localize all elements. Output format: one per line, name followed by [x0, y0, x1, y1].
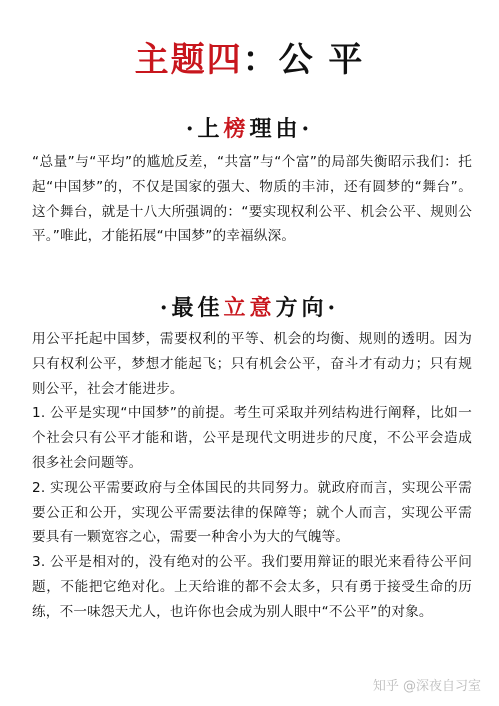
heading-reason-suffix: 理由· [249, 116, 314, 142]
heading-direction-prefix: ·最佳 [159, 295, 224, 321]
heading-reason-prefix: ·上 [185, 116, 224, 142]
direction-intro-paragraph: 用公平托起中国梦，需要权利的平等、机会的均衡、规则的透明。因为只有权利公平，梦想才能起飞；只有机会公平，奋斗才有动力；只有规则公平，社会才能进步。 [32, 331, 472, 397]
reason-paragraph: “总量”与“平均”的尴尬反差，“共富”与“个富”的局部失衡昭示我们：托起“中国梦”的，不仅是国家的强大、物质的丰沛，还有圆梦的“舞台”。这个舞台，就是十八大所强调的：“要实现权利公平、机会公平、规则公平。”唯此，才能拓展“中国梦”的幸福纵深。 [32, 154, 472, 245]
direction-point-1: 1. 公平是实现“中国梦”的前提。考生可采取并列结构进行阐释，比如一个社会只有公平才能和谐，公平是现代文明进步的尺度，不公平会造成很多社会问题等。 [32, 405, 472, 471]
title-topic-name: ：公 平 [242, 40, 365, 80]
watermark: 知乎 @深夜自习室 [372, 679, 481, 694]
title-topic-number: 主题四 [134, 40, 243, 80]
section-direction-body [32, 327, 472, 625]
page-title [0, 40, 499, 80]
direction-point-3: 3. 公平是相对的，没有绝对的公平。我们要用辩证的眼光来看待公平问题，不能把它绝对化。上天给谁的都不会太多，只有勇于接受生命的历练，不一味怨天尤人，也许你也会成为别人眼中“不公平”的对象。 [32, 554, 472, 620]
section-heading-reason [0, 115, 499, 143]
section-heading-direction [0, 294, 499, 322]
direction-point-2: 2. 实现公平需要政府与全体国民的共同努力。就政府而言，实现公平需要公正和公开，实现公平需要法律的保障等；就个人而言，实现公平需要具有一颗宽容之心，需要一种舍小为大的气魄等。 [32, 479, 472, 546]
heading-direction-highlight: 立意 [223, 295, 276, 321]
heading-reason-highlight: 榜 [223, 116, 250, 142]
section-reason-body [32, 150, 472, 249]
heading-direction-suffix: 方向· [275, 295, 340, 321]
